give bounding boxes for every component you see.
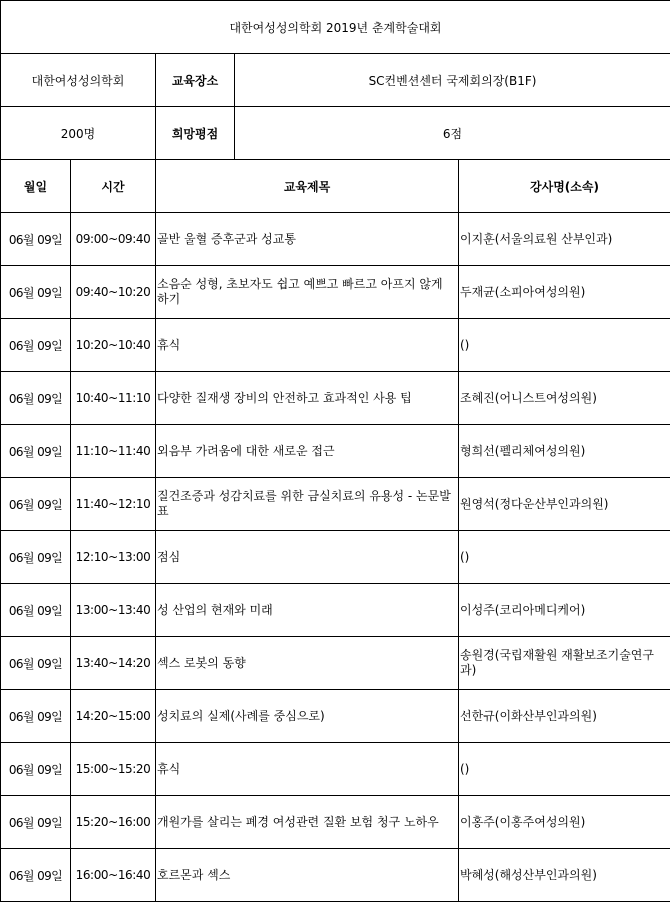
session-title: 휴식 bbox=[156, 319, 459, 372]
session-time: 15:20~16:00 bbox=[71, 796, 156, 849]
session-title: 소음순 성형, 초보자도 쉽고 예쁘고 빠르고 아프지 않게 하기 bbox=[156, 266, 459, 319]
event-info-table bbox=[0, 0, 670, 160]
event-title-row bbox=[1, 1, 670, 54]
capacity-value: 200명 bbox=[1, 107, 156, 160]
session-lecturer: () bbox=[459, 319, 670, 372]
session-lecturer: 조혜진(어니스트여성의원) bbox=[459, 372, 670, 425]
session-date: 06월 09일 bbox=[1, 266, 71, 319]
event-title: 대한여성성의학회 2019년 춘계학술대회 bbox=[1, 1, 670, 54]
session-lecturer: 이지훈(서울의료원 산부인과) bbox=[459, 213, 670, 266]
session-title: 휴식 bbox=[156, 743, 459, 796]
session-time: 10:40~11:10 bbox=[71, 372, 156, 425]
venue-value: SC컨벤션센터 국제회의장(B1F) bbox=[235, 54, 670, 107]
table-row bbox=[1, 849, 670, 902]
schedule-table bbox=[0, 159, 670, 902]
session-time: 14:20~15:00 bbox=[71, 690, 156, 743]
session-lecturer: 두재균(소피아여성의원) bbox=[459, 266, 670, 319]
session-time: 09:40~10:20 bbox=[71, 266, 156, 319]
session-time: 13:40~14:20 bbox=[71, 637, 156, 690]
session-date: 06월 09일 bbox=[1, 690, 71, 743]
venue-row bbox=[1, 54, 670, 107]
session-time: 13:00~13:40 bbox=[71, 584, 156, 637]
session-date: 06월 09일 bbox=[1, 637, 71, 690]
session-lecturer: 송원경(국립재활원 재활보조기술연구과) bbox=[459, 637, 670, 690]
session-date: 06월 09일 bbox=[1, 425, 71, 478]
header-title: 교육제목 bbox=[156, 160, 459, 213]
capacity-row bbox=[1, 107, 670, 160]
session-date: 06월 09일 bbox=[1, 319, 71, 372]
session-lecturer: 박혜성(해성산부인과의원) bbox=[459, 849, 670, 902]
session-date: 06월 09일 bbox=[1, 584, 71, 637]
session-time: 10:20~10:40 bbox=[71, 319, 156, 372]
session-date: 06월 09일 bbox=[1, 531, 71, 584]
table-row bbox=[1, 531, 670, 584]
session-title: 골반 울혈 증후군과 성교통 bbox=[156, 213, 459, 266]
session-time: 09:00~09:40 bbox=[71, 213, 156, 266]
session-lecturer: 선한규(이화산부인과의원) bbox=[459, 690, 670, 743]
session-time: 11:10~11:40 bbox=[71, 425, 156, 478]
venue-label: 교육장소 bbox=[156, 54, 235, 107]
session-title: 개원가를 살리는 폐경 여성관련 질환 보험 청구 노하우 bbox=[156, 796, 459, 849]
table-row bbox=[1, 478, 670, 531]
table-row bbox=[1, 425, 670, 478]
session-time: 12:10~13:00 bbox=[71, 531, 156, 584]
session-date: 06월 09일 bbox=[1, 372, 71, 425]
credits-value: 6점 bbox=[235, 107, 670, 160]
session-date: 06월 09일 bbox=[1, 478, 71, 531]
session-title: 질건조증과 성감치료를 위한 금실치료의 유용성 - 논문발표 bbox=[156, 478, 459, 531]
session-time: 15:00~15:20 bbox=[71, 743, 156, 796]
table-row bbox=[1, 266, 670, 319]
schedule-header-row bbox=[1, 160, 670, 213]
session-date: 06월 09일 bbox=[1, 743, 71, 796]
session-time: 11:40~12:10 bbox=[71, 478, 156, 531]
table-row bbox=[1, 743, 670, 796]
table-row bbox=[1, 372, 670, 425]
session-title: 다양한 질재생 장비의 안전하고 효과적인 사용 팁 bbox=[156, 372, 459, 425]
session-lecturer: 이성주(코리아메디케어) bbox=[459, 584, 670, 637]
session-date: 06월 09일 bbox=[1, 849, 71, 902]
schedule-rows bbox=[1, 213, 670, 902]
session-title: 섹스 로봇의 동향 bbox=[156, 637, 459, 690]
organizer-name: 대한여성성의학회 bbox=[1, 54, 156, 107]
session-lecturer: () bbox=[459, 531, 670, 584]
session-date: 06월 09일 bbox=[1, 796, 71, 849]
table-row bbox=[1, 213, 670, 266]
header-date: 월일 bbox=[1, 160, 71, 213]
session-lecturer: 형희선(펠리체여성의원) bbox=[459, 425, 670, 478]
table-row bbox=[1, 690, 670, 743]
session-lecturer: () bbox=[459, 743, 670, 796]
table-row bbox=[1, 584, 670, 637]
table-row bbox=[1, 319, 670, 372]
session-lecturer: 원영석(정다운산부인과의원) bbox=[459, 478, 670, 531]
header-lecturer: 강사명(소속) bbox=[459, 160, 670, 213]
session-title: 성치료의 실제(사례를 중심으로) bbox=[156, 690, 459, 743]
session-title: 외음부 가려움에 대한 새로운 접근 bbox=[156, 425, 459, 478]
table-row bbox=[1, 637, 670, 690]
table-row bbox=[1, 796, 670, 849]
session-title: 성 산업의 현재와 미래 bbox=[156, 584, 459, 637]
session-time: 16:00~16:40 bbox=[71, 849, 156, 902]
session-title: 점심 bbox=[156, 531, 459, 584]
session-title: 호르몬과 섹스 bbox=[156, 849, 459, 902]
session-date: 06월 09일 bbox=[1, 213, 71, 266]
credits-label: 희망평점 bbox=[156, 107, 235, 160]
session-lecturer: 이홍주(이홍주여성의원) bbox=[459, 796, 670, 849]
header-time: 시간 bbox=[71, 160, 156, 213]
